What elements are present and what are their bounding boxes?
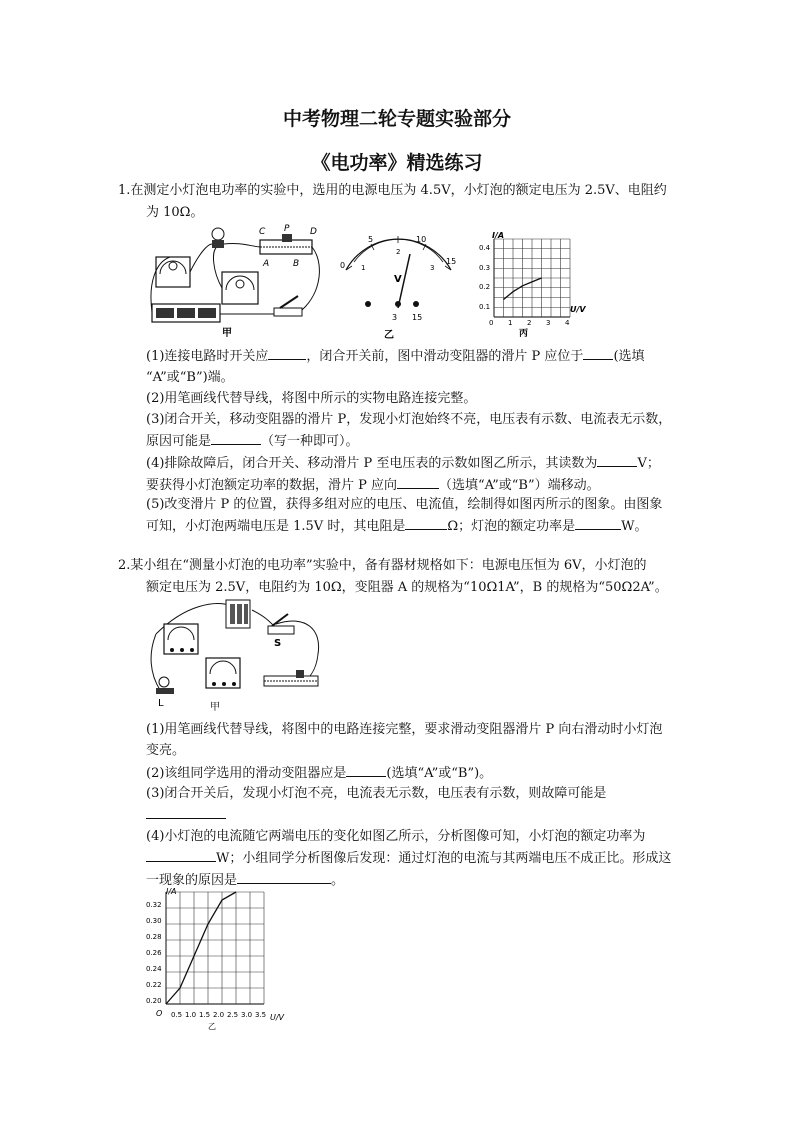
g2-origin: O: [156, 1009, 163, 1018]
g1-xtick: 4: [565, 319, 570, 327]
q2-s4-text: W；小组同学分析图像后发现：通过灯泡的电流与其两端电压不成正比。形成这: [216, 851, 672, 866]
g1-ytick: 0.2: [479, 283, 491, 291]
answer-blank[interactable]: [597, 452, 637, 467]
scale-15: 15: [446, 257, 457, 266]
q1-s4-text: (4)排除故障后，闭合开关、移动滑片 P 至电压表的示数如图乙所示，其读数为: [146, 456, 598, 471]
label-P: P: [284, 224, 290, 234]
answer-blank[interactable]: [405, 515, 447, 530]
g2-xtick: 0.5: [171, 1011, 183, 1019]
q1-s3-text: 原因可能是: [146, 434, 212, 449]
answer-blank[interactable]: [346, 762, 386, 777]
q2-stem: [118, 555, 708, 599]
g1-xtick: 2: [527, 319, 532, 327]
g2-xtick: 3.5: [255, 1011, 267, 1019]
q2-iu-graph: [140, 884, 300, 1032]
g1-ytick: 0.1: [479, 303, 491, 311]
g2-xtick: 2.5: [227, 1011, 239, 1019]
q1-sub5: [146, 494, 706, 537]
answer-blank[interactable]: [211, 430, 261, 445]
g2-xtick: 2.0: [213, 1011, 225, 1019]
q1-s5-text: Ω；灯泡的额定功率是: [447, 519, 576, 534]
q2-sub2: [146, 762, 706, 784]
terminal-3: 3: [392, 313, 398, 322]
g1-ytick: 0.3: [479, 264, 491, 272]
q1-s1-text: “A”或“B”)端。: [146, 370, 234, 385]
g1-ylabel: I/A: [492, 231, 505, 240]
label-S: S: [274, 638, 282, 649]
caption-jia-2: 甲: [210, 702, 220, 713]
q1-s3-text: （写一种即可）。: [261, 434, 359, 449]
q1-s4-text: V；: [637, 456, 660, 471]
q2-sub1: [146, 719, 706, 761]
q1-s1-text: (选填: [613, 349, 645, 364]
g2-caption: 乙: [208, 1022, 216, 1031]
scale-10: 10: [416, 235, 427, 244]
g2-xtick: 1.5: [199, 1011, 211, 1019]
answer-blank[interactable]: [268, 345, 306, 360]
q1-sub2: (2)用笔画线代替导线，将图中所示的实物电路连接完整。: [146, 391, 477, 406]
g1-ytick: 0.4: [479, 244, 491, 252]
q2-graph-curve: [166, 892, 236, 1004]
q2-s1-text: 变亮。: [146, 743, 186, 758]
label-B: B: [293, 259, 300, 269]
q1-stem-line-b: 为 10Ω。: [146, 205, 204, 220]
q1-s4-text: （选填“A”或“B”）端移动。: [439, 478, 600, 493]
caption-bing: 丙: [519, 329, 529, 339]
scale-5: 5: [368, 235, 374, 244]
g2-ytick: 0.22: [146, 981, 162, 989]
answer-blank[interactable]: [575, 515, 621, 530]
q2-circuit-figure: [146, 594, 326, 716]
q2-stem-line-b: 额定电压为 2.5V，电阻约为 10Ω，变阻器 A 的规格为“10Ω1A”，B 的规格为“50Ω2A”。: [146, 580, 668, 595]
g2-ytick: 0.26: [146, 949, 162, 957]
answer-blank[interactable]: [237, 869, 331, 884]
q1-sub4: [146, 452, 706, 496]
g2-ytick: 0.24: [146, 965, 162, 973]
q1-stem: [118, 180, 708, 224]
g2-xlabel: U/V: [270, 1013, 285, 1022]
answer-blank[interactable]: [146, 804, 226, 819]
label-C: C: [259, 227, 266, 237]
answer-blank[interactable]: [397, 474, 439, 489]
meter-unit: V: [394, 274, 402, 285]
q1-sub3: [146, 409, 706, 452]
answer-blank[interactable]: [146, 847, 216, 862]
label-A: A: [263, 259, 270, 269]
g1-xtick: 1: [508, 319, 513, 327]
q1-s5-text: (5)改变滑片 P 的位置，获得多组对应的电压、电流值，绘制得如图丙所示的图象。由图象: [146, 497, 663, 512]
terminal-15: 15: [412, 313, 423, 322]
q2-sub4: [146, 826, 706, 891]
caption-jia: 甲: [222, 328, 232, 339]
scale-1: 1: [361, 264, 366, 272]
label-L: L: [158, 698, 164, 709]
g2-ytick: 0.20: [146, 997, 162, 1005]
q2-stem-line-a: 2.某小组在“测量小灯泡的电功率”实验中，备有器材规格如下：电源电压恒为 6V，小灯泡的: [118, 558, 647, 573]
scale-2: 2: [396, 248, 401, 256]
g1-xlabel: U/V: [570, 305, 586, 314]
label-D: D: [310, 227, 317, 237]
g1-xtick: 3: [546, 319, 551, 327]
q1-sub1: [146, 345, 706, 388]
scale-3: 3: [430, 264, 435, 272]
g2-xtick: 1.0: [185, 1011, 197, 1019]
q2-s3-text: (3)闭合开关后，发现小灯泡不亮，电流表无示数，电压表有示数，则故障可能是: [146, 786, 607, 801]
g2-xtick: 3.0: [241, 1011, 253, 1019]
q2-s4-text: 一现象的原因是: [146, 873, 238, 888]
q1-s5-text: 可知，小灯泡两端电压是 1.5V 时，其电阻是: [146, 519, 406, 534]
page-subtitle: 《电功率》精选练习: [311, 152, 483, 174]
g1-xtick: 0: [489, 319, 494, 327]
q2-s1-text: (1)用笔画线代替导线，将图中的电路连接完整，要求滑动变阻器滑片 P 向右滑动时小灯泡: [146, 722, 663, 737]
q2-s2-text: (选填“A”或“B”)。: [386, 766, 493, 781]
scale-0: 0: [340, 261, 346, 270]
answer-blank[interactable]: [583, 345, 613, 360]
q1-s3-text: (3)闭合开关，移动变阻器的滑片 P，发现小灯泡始终不亮，电压表有示数、电流表无示数，: [146, 412, 672, 427]
q1-s5-text: W。: [621, 519, 648, 534]
q2-s4-text: (4)小灯泡的电流随它两端电压的变化如图乙所示，分析图像可知，小灯泡的额定功率为: [146, 829, 646, 844]
page-title: 中考物理二轮专题实验部分: [282, 108, 511, 130]
g2-ytick: 0.30: [146, 917, 162, 925]
q2-s2-text: (2)该组同学选用的滑动变阻器应是: [146, 766, 347, 781]
g2-ytick: 0.32: [146, 901, 162, 909]
q1-s1-text: (1)连接电路时开关应: [146, 349, 269, 364]
q2-s4-text: 。: [331, 873, 345, 888]
q2-sub3: [146, 783, 706, 826]
caption-yi: 乙: [384, 330, 394, 341]
q1-s4-text: 要获得小灯泡额定功率的数据，滑片 P 应向: [146, 478, 398, 493]
q1-stem-line-a: 1.在测定小灯泡电功率的实验中，选用的电源电压为 4.5V，小灯泡的额定电压为 2.5V、电阻约: [118, 183, 667, 198]
q1-iu-graph: [474, 225, 596, 340]
q1-circuit-figure: [150, 222, 325, 340]
q1-voltmeter-figure: [336, 232, 461, 342]
q1-s1-text: ，闭合开关前，图中滑动变阻器的滑片 P 应位于: [306, 349, 584, 364]
g2-ylabel: I/A: [166, 887, 177, 896]
g2-ytick: 0.28: [146, 933, 162, 941]
